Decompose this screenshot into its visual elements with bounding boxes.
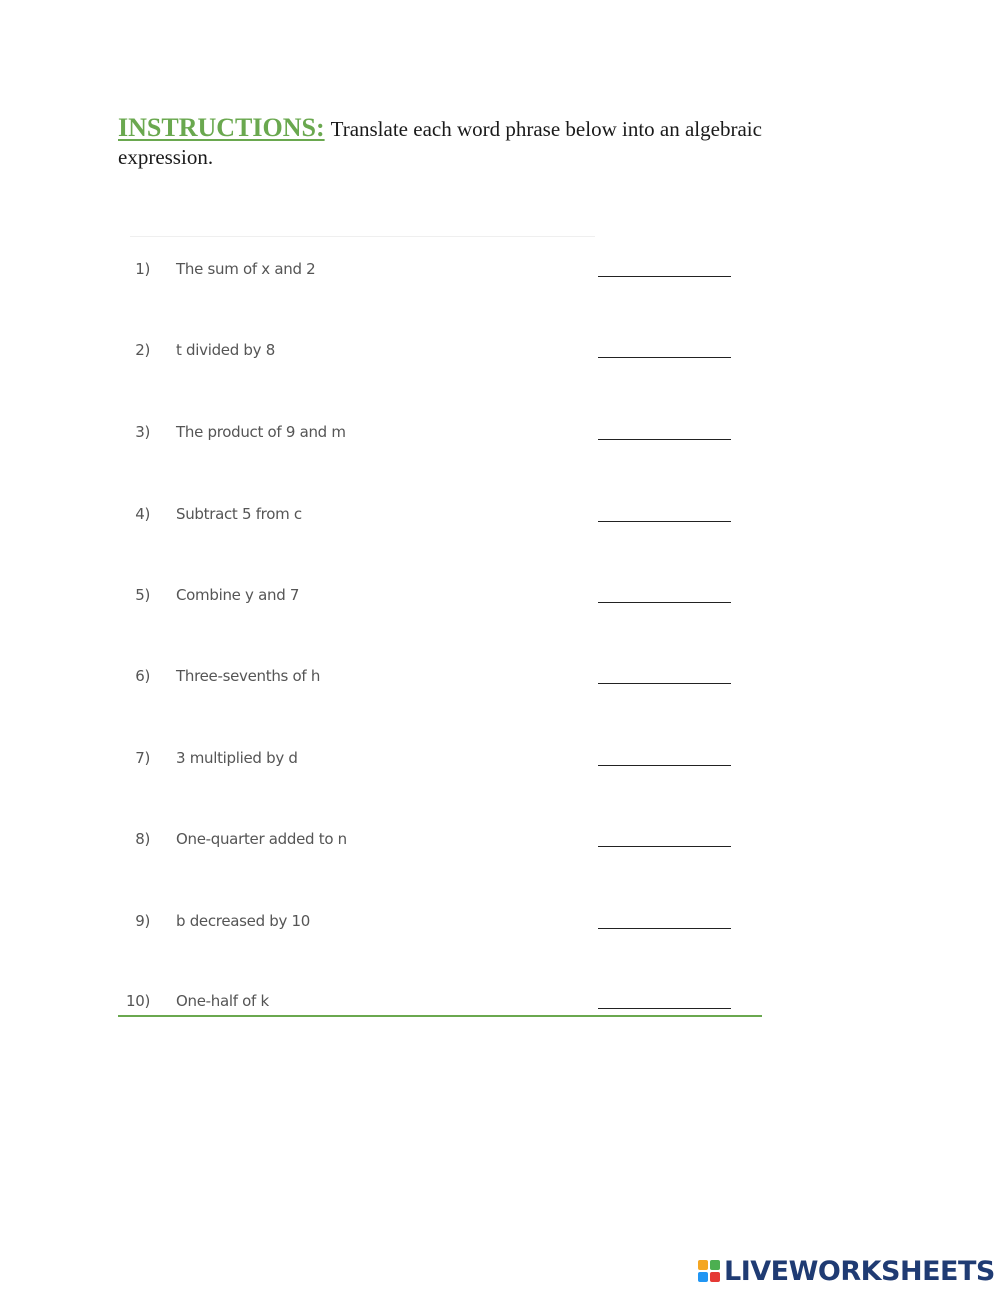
question-number: 6) <box>135 667 150 685</box>
answer-input-7[interactable] <box>598 765 731 766</box>
question-phrase: The product of 9 and m <box>176 423 346 441</box>
answer-input-8[interactable] <box>598 846 731 847</box>
question-row-7 <box>0 749 1000 779</box>
logo-block <box>698 1260 708 1270</box>
liveworksheets-logo[interactable] <box>698 1254 995 1288</box>
question-phrase: One-half of k <box>176 992 269 1010</box>
answer-input-5[interactable] <box>598 602 731 603</box>
question-phrase: The sum of x and 2 <box>176 260 316 278</box>
question-row-8 <box>0 830 1000 860</box>
question-phrase: Three-sevenths of h <box>176 667 321 685</box>
question-row-5 <box>0 586 1000 616</box>
bottom-divider <box>118 1015 762 1017</box>
answer-input-4[interactable] <box>598 521 731 522</box>
instructions-block <box>118 114 838 171</box>
answer-input-9[interactable] <box>598 928 731 929</box>
logo-text: LIVEWORKSHEETS <box>724 1255 995 1287</box>
question-phrase: Combine y and 7 <box>176 586 300 604</box>
instructions-text: Translate each word phrase below into an algebraic expression. <box>118 117 762 169</box>
instructions-heading: INSTRUCTIONS: <box>118 113 325 142</box>
answer-input-10[interactable] <box>598 1008 731 1009</box>
question-number: 3) <box>135 423 150 441</box>
question-row-6 <box>0 667 1000 697</box>
question-row-1 <box>0 260 1000 290</box>
question-number: 1) <box>135 260 150 278</box>
logo-block <box>710 1260 720 1270</box>
question-number: 8) <box>135 830 150 848</box>
logo-blocks-icon <box>698 1260 720 1282</box>
question-row-10 <box>0 992 1000 1022</box>
answer-input-3[interactable] <box>598 439 731 440</box>
question-row-2 <box>0 341 1000 371</box>
question-number: 5) <box>135 586 150 604</box>
question-number: 9) <box>135 912 150 930</box>
answer-input-6[interactable] <box>598 683 731 684</box>
question-number: 4) <box>135 505 150 523</box>
question-number: 2) <box>135 341 150 359</box>
question-phrase: t divided by 8 <box>176 341 275 359</box>
question-phrase: b decreased by 10 <box>176 912 311 930</box>
question-phrase: 3 multiplied by d <box>176 749 298 767</box>
question-row-4 <box>0 505 1000 535</box>
question-phrase: Subtract 5 from c <box>176 505 302 523</box>
logo-block <box>710 1272 720 1282</box>
question-row-3 <box>0 423 1000 453</box>
question-phrase: One-quarter added to n <box>176 830 347 848</box>
question-number: 10) <box>125 992 150 1010</box>
top-divider <box>130 236 595 237</box>
answer-input-2[interactable] <box>598 357 731 358</box>
logo-block <box>698 1272 708 1282</box>
question-row-9 <box>0 912 1000 942</box>
answer-input-1[interactable] <box>598 276 731 277</box>
question-number: 7) <box>135 749 150 767</box>
